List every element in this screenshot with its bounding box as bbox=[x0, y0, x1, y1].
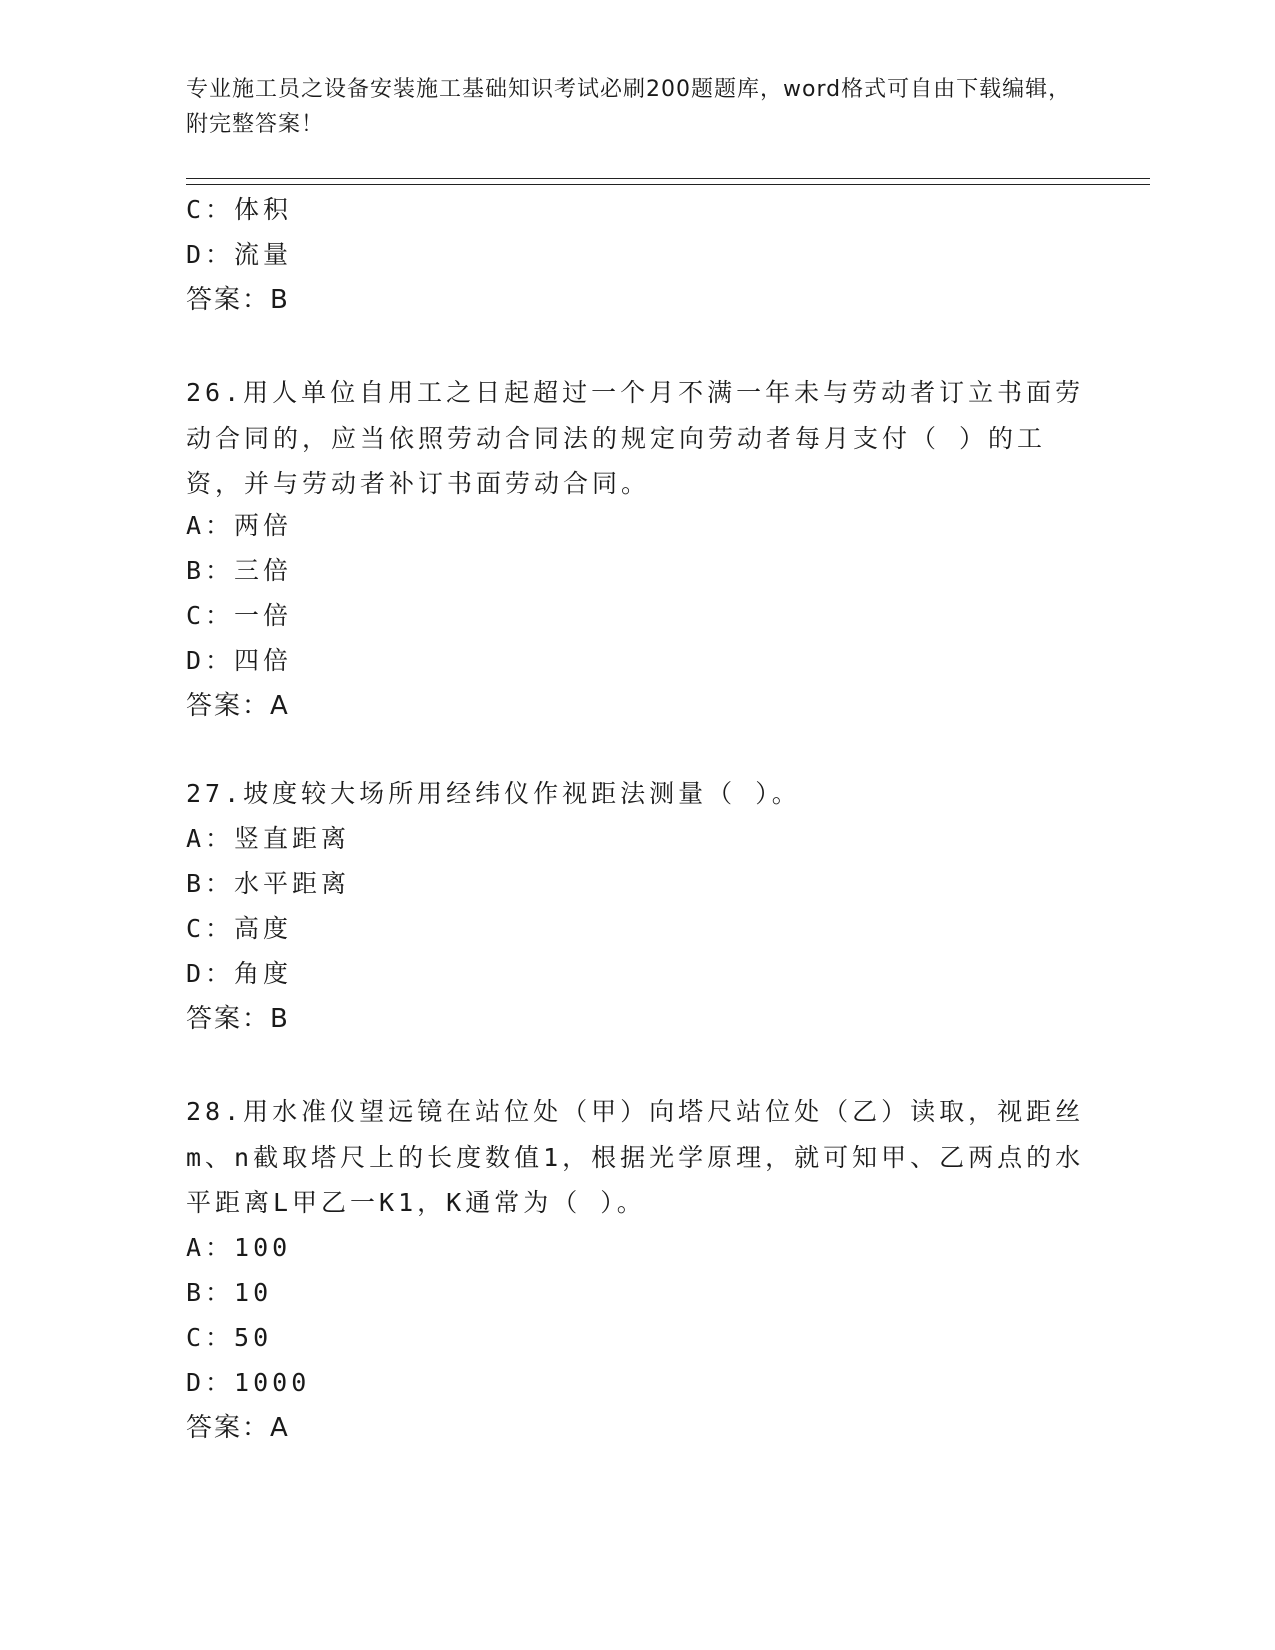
q26-option-d: D：四倍 bbox=[186, 646, 293, 675]
q25-option-c: C：体积 bbox=[186, 195, 293, 224]
q26-stem: 26.用人单位自用工之日起超过一个月不满一年未与劳动者订立书面劳动合同的，应当依照劳动合同法的规定向劳动者每月支付（ ）的工资，并与劳动者补订书面劳动合同。 bbox=[186, 378, 1085, 498]
q28-option-a: A：100 bbox=[186, 1233, 292, 1262]
q27-option-d: D：角度 bbox=[186, 959, 293, 988]
q28-option-c: C：50 bbox=[186, 1323, 273, 1352]
q27-option-c: C：高度 bbox=[186, 914, 293, 943]
q27-option-b: B：水平距离 bbox=[186, 869, 351, 898]
q26-option-a: A：两倍 bbox=[186, 511, 293, 540]
header-divider-bottom bbox=[186, 184, 1150, 185]
q27-stem: 27.坡度较大场所用经纬仪作视距法测量（ ）。 bbox=[186, 779, 801, 808]
q26-answer: 答案：A bbox=[186, 691, 290, 721]
q25-answer: 答案：B bbox=[186, 285, 290, 315]
q26-option-b: B：三倍 bbox=[186, 556, 293, 585]
q28-option-b: B：10 bbox=[186, 1278, 273, 1307]
q28-option-d: D：1000 bbox=[186, 1368, 311, 1397]
q28-answer: 答案：A bbox=[186, 1413, 290, 1443]
q26-option-c: C：一倍 bbox=[186, 601, 293, 630]
q27-option-a: A：竖直距离 bbox=[186, 824, 351, 853]
header-divider-top bbox=[186, 178, 1150, 179]
page-header: 专业施工员之设备安装施工基础知识考试必刷200题题库，word格式可自由下载编辑，附完整答案！ bbox=[186, 77, 1072, 137]
q28-stem: 28.用水准仪望远镜在站位处（甲）向塔尺站位处（乙）读取，视距丝m、n截取塔尺上的长度数值1，根据光学原理，就可知甲、乙两点的水平距离L甲乙一K1，K通常为（ ）。 bbox=[186, 1097, 1085, 1217]
q25-option-d: D：流量 bbox=[186, 240, 293, 269]
q27-answer: 答案：B bbox=[186, 1004, 290, 1034]
